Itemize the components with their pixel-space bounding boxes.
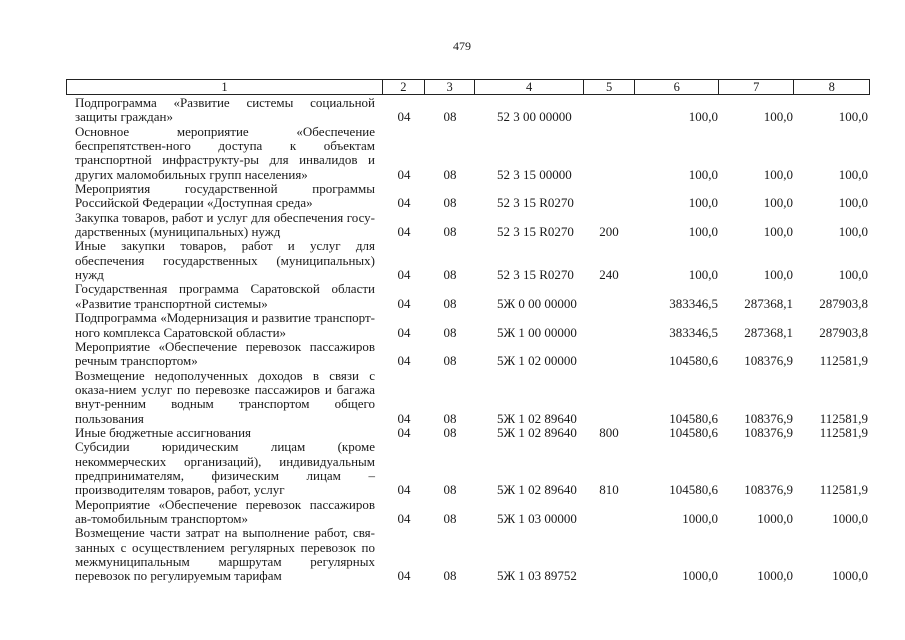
header-col-3: 3 xyxy=(425,80,476,94)
cell-col-6: 104580,6 xyxy=(669,424,718,440)
table-row xyxy=(66,340,870,369)
row-description: Возмещение недополученных доходов в связи с оказа-нием услуг по перевозке пассажиров и багажа внут-ренним водным транспортом общего пользования xyxy=(75,367,375,426)
cell-col-4: 52 3 15 R0270 xyxy=(497,195,574,211)
header-col-6: 6 xyxy=(635,80,718,94)
row-description: Закупка товаров, работ и услуг для обеспечения госу-дарственных (муниципальных) нужд xyxy=(75,209,375,240)
cell-col-7: 287368,1 xyxy=(744,295,793,311)
cell-col-5: 810 xyxy=(599,482,619,498)
cell-col-8: 112581,9 xyxy=(819,353,868,369)
cell-col-8: 112581,9 xyxy=(819,424,868,440)
cell-col-7: 108376,9 xyxy=(744,424,793,440)
cell-col-3: 08 xyxy=(443,482,457,498)
cell-col-7: 287368,1 xyxy=(744,324,793,340)
cell-col-5: 240 xyxy=(599,267,619,283)
row-description: Мероприятие «Обеспечение перевозок пассажиров речным транспортом» xyxy=(75,338,375,369)
cell-col-3: 08 xyxy=(443,353,457,369)
cell-col-6: 104580,6 xyxy=(669,353,718,369)
cell-col-8: 100,0 xyxy=(838,166,868,182)
cell-col-7: 100,0 xyxy=(763,195,793,211)
cell-col-8: 100,0 xyxy=(838,109,868,125)
cell-col-3: 08 xyxy=(443,324,457,340)
header-col-4: 4 xyxy=(475,80,583,94)
cell-col-2: 04 xyxy=(397,510,411,526)
row-description: Субсидии юридическим лицам (кроме некоммерческих организаций), индивидуальным предпринимателям, физическим лицам – производителям товаров, работ, услуг xyxy=(75,439,375,498)
cell-col-4: 5Ж 1 02 00000 xyxy=(497,353,577,369)
cell-col-7: 100,0 xyxy=(763,166,793,182)
cell-col-4: 52 3 15 R0270 xyxy=(497,224,574,240)
cell-col-2: 04 xyxy=(397,324,411,340)
cell-col-3: 08 xyxy=(443,109,457,125)
table-row xyxy=(66,440,870,497)
table-row xyxy=(66,211,870,240)
cell-col-5: 200 xyxy=(599,224,619,240)
table-row xyxy=(66,426,870,440)
cell-col-3: 08 xyxy=(443,166,457,182)
table-row xyxy=(66,526,870,583)
cell-col-4: 5Ж 1 02 89640 xyxy=(497,424,577,440)
cell-col-3: 08 xyxy=(443,267,457,283)
cell-col-7: 1000,0 xyxy=(757,510,793,526)
cell-col-2: 04 xyxy=(397,166,411,182)
cell-col-3: 08 xyxy=(443,424,457,440)
row-description: Возмещение части затрат на выполнение работ, свя-занных с осуществлением регулярных перевозок по межмуниципальным маршрутам регулярных перевозок по регулируемым тарифам xyxy=(75,525,375,584)
cell-col-8: 1000,0 xyxy=(832,510,868,526)
cell-col-7: 108376,9 xyxy=(744,482,793,498)
cell-col-3: 08 xyxy=(443,295,457,311)
cell-col-6: 1000,0 xyxy=(682,568,718,584)
cell-col-3: 08 xyxy=(443,195,457,211)
cell-col-8: 1000,0 xyxy=(832,568,868,584)
cell-col-7: 108376,9 xyxy=(744,410,793,426)
cell-col-4: 52 3 15 00000 xyxy=(497,166,572,182)
cell-col-4: 52 3 15 R0270 xyxy=(497,267,574,283)
cell-col-2: 04 xyxy=(397,224,411,240)
table-row xyxy=(66,96,870,125)
row-description: Основное мероприятие «Обеспечение беспрепятствен-ного доступа к объектам транспортной инфраструкту-ры для инвалидов и других маломобильных групп населения» xyxy=(75,123,375,182)
header-col-5: 5 xyxy=(584,80,636,94)
table-row xyxy=(66,125,870,182)
cell-col-6: 104580,6 xyxy=(669,482,718,498)
cell-col-3: 08 xyxy=(443,568,457,584)
cell-col-4: 5Ж 0 00 00000 xyxy=(497,295,577,311)
cell-col-2: 04 xyxy=(397,424,411,440)
header-col-8: 8 xyxy=(828,80,835,94)
table-row xyxy=(66,498,870,527)
cell-col-2: 04 xyxy=(397,295,411,311)
cell-col-8: 112581,9 xyxy=(819,482,868,498)
cell-col-6: 100,0 xyxy=(688,195,718,211)
row-description: Мероприятия государственной программы Российской Федерации «Доступная среда» xyxy=(75,181,375,211)
cell-col-8: 100,0 xyxy=(838,267,868,283)
cell-col-2: 04 xyxy=(397,410,411,426)
header-col-1: 1 xyxy=(67,80,383,94)
cell-col-4: 5Ж 1 03 89752 xyxy=(497,568,577,584)
cell-col-8: 287903,8 xyxy=(819,324,868,340)
cell-col-6: 104580,6 xyxy=(669,410,718,426)
row-description: Иные бюджетные ассигнования xyxy=(75,424,252,440)
cell-col-4: 5Ж 1 02 89640 xyxy=(497,482,577,498)
cell-col-4: 5Ж 1 03 00000 xyxy=(497,510,577,526)
cell-col-2: 04 xyxy=(397,109,411,125)
cell-col-7: 108376,9 xyxy=(744,353,793,369)
row-description: Подпрограмма «Модернизация и развитие транспорт-ного комплекса Саратовской области» xyxy=(75,310,375,340)
page-number: 479 xyxy=(453,39,471,53)
cell-col-7: 1000,0 xyxy=(757,568,793,584)
table-row xyxy=(66,311,870,340)
table-row xyxy=(66,282,870,311)
cell-col-7: 100,0 xyxy=(763,109,793,125)
cell-col-6: 383346,5 xyxy=(669,324,718,340)
cell-col-2: 04 xyxy=(397,195,411,211)
table-row xyxy=(66,369,870,426)
cell-col-6: 100,0 xyxy=(688,267,718,283)
cell-col-8: 100,0 xyxy=(838,195,868,211)
table-header xyxy=(66,79,870,95)
cell-col-2: 04 xyxy=(397,353,411,369)
cell-col-7: 100,0 xyxy=(763,224,793,240)
cell-col-8: 112581,9 xyxy=(819,410,868,426)
cell-col-4: 5Ж 1 02 89640 xyxy=(497,410,577,426)
row-description: Иные закупки товаров, работ и услуг для обеспечения государственных (муниципальных) нужд xyxy=(75,238,375,283)
cell-col-6: 100,0 xyxy=(688,166,718,182)
table-row xyxy=(66,239,870,282)
cell-col-4: 5Ж 1 00 00000 xyxy=(497,324,577,340)
cell-col-3: 08 xyxy=(443,410,457,426)
cell-col-2: 04 xyxy=(397,568,411,584)
row-description: Подпрограмма «Развитие системы социальной защиты граждан» xyxy=(75,95,375,125)
cell-col-2: 04 xyxy=(397,267,411,283)
cell-col-8: 100,0 xyxy=(838,224,868,240)
cell-col-3: 08 xyxy=(443,510,457,526)
cell-col-3: 08 xyxy=(443,224,457,240)
row-description: Государственная программа Саратовской области «Развитие транспортной системы» xyxy=(75,281,375,311)
cell-col-4: 52 3 00 00000 xyxy=(497,109,572,125)
cell-col-6: 100,0 xyxy=(688,109,718,125)
table-body xyxy=(66,96,870,584)
cell-col-6: 100,0 xyxy=(688,224,718,240)
header-col-2: 2 xyxy=(383,80,425,94)
table-row xyxy=(66,182,870,211)
cell-col-2: 04 xyxy=(397,482,411,498)
row-description: Мероприятие «Обеспечение перевозок пассажиров ав-томобильным транспортом» xyxy=(75,496,375,526)
cell-col-6: 1000,0 xyxy=(682,510,718,526)
cell-col-7: 100,0 xyxy=(763,267,793,283)
cell-col-5: 800 xyxy=(599,424,619,440)
header-col-7: 7 xyxy=(719,80,795,94)
cell-col-6: 383346,5 xyxy=(669,295,718,311)
cell-col-8: 287903,8 xyxy=(819,295,868,311)
